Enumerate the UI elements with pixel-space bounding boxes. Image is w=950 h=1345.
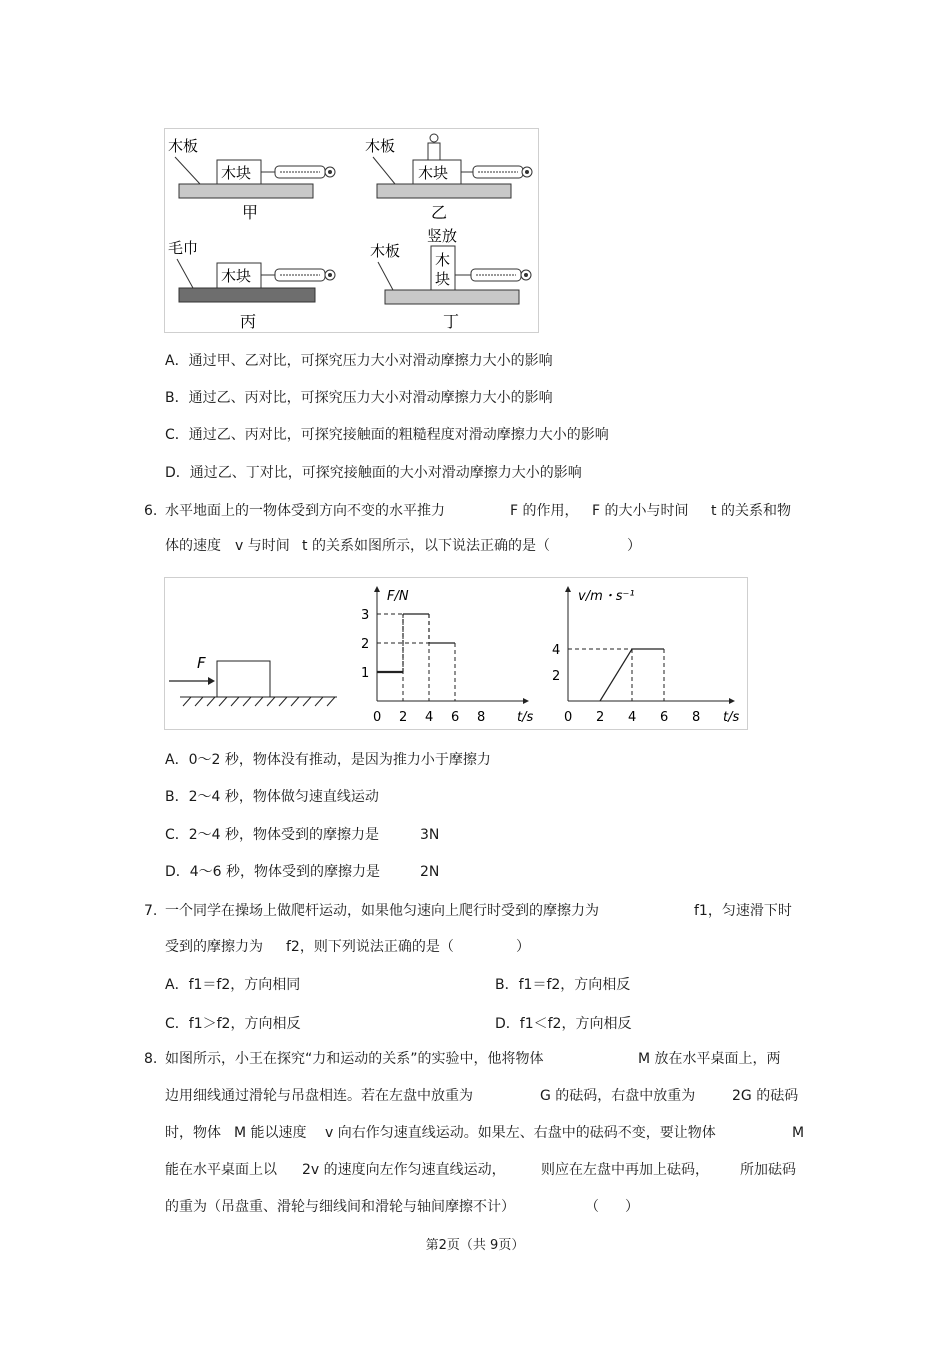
- q8-text-l1b: M 放在水平桌面上，两: [638, 1051, 781, 1067]
- x-tick-label: 0: [373, 710, 382, 725]
- leader-line: [177, 259, 193, 288]
- q8-text-l1a: 如图所示，小王在探究“力和运动的关系”的实验中，他将物体: [165, 1051, 544, 1067]
- block-label: 木块: [418, 164, 449, 182]
- q8-text-l4a: 能在水平桌面上以: [165, 1162, 277, 1178]
- q8-text-l3d: M: [792, 1125, 805, 1141]
- towel-surface: [179, 288, 315, 302]
- wooden-board: [179, 184, 313, 198]
- q6-text-l2a: 体的速度: [165, 538, 221, 554]
- x-tick-label: 8: [477, 710, 486, 725]
- y-axis-arrow-icon: [374, 586, 380, 592]
- q6-option-b: B．2～4 秒，物体做匀速直线运动: [165, 789, 379, 805]
- friction-experiment-figure: [164, 128, 539, 333]
- q8-text-l4d: 所加砝码: [740, 1162, 796, 1178]
- leader-line: [378, 262, 393, 290]
- force-time-chart: [361, 586, 533, 725]
- panel-caption: 甲: [242, 203, 259, 222]
- q6-text-l2d: ）: [627, 538, 641, 554]
- y-axis-label: F/N: [387, 589, 409, 604]
- surface-label: 毛巾: [168, 239, 199, 257]
- hatch-line: [243, 697, 251, 706]
- q6-text-l1b: F 的作用，: [510, 503, 579, 519]
- x-tick-label: 6: [660, 710, 669, 725]
- x-tick-label: 4: [628, 710, 637, 725]
- hatch-line: [303, 697, 311, 706]
- q7-option-d: D．f1＜f2，方向相反: [495, 1016, 632, 1032]
- y-tick-label: 4: [552, 643, 561, 658]
- hatch-line: [315, 697, 323, 706]
- q8-text-l5a: 的重为（吊盘重、滑轮与细线间和滑轮与轴间摩擦不计）: [165, 1199, 515, 1215]
- q8-text-l3b: M 能以速度: [234, 1125, 307, 1141]
- panel-yi: [365, 134, 532, 222]
- q7-number: 7.: [144, 903, 158, 919]
- q6-option-a: A．0～2 秒，物体没有推动，是因为推力小于摩擦力: [165, 752, 491, 768]
- q8-text-l5c: ）: [625, 1199, 639, 1215]
- y-tick-label: 2: [361, 637, 370, 652]
- hatch-line: [207, 697, 215, 706]
- q5-option-a: A．通过甲、乙对比，可探究压力大小对滑动摩擦力大小的影响: [165, 353, 553, 369]
- panel-caption: 乙: [431, 203, 448, 222]
- q7-text-l2b: f2，则下列说法正确的是（: [286, 939, 454, 955]
- q8-text-l5b: （: [585, 1199, 599, 1215]
- q6-option-c-value: 3N: [420, 827, 440, 843]
- hatch-line: [195, 697, 203, 706]
- page-footer: 第2页（共 9页）: [425, 1238, 525, 1253]
- q8-text-l2c: 2G 的砝码: [732, 1088, 799, 1104]
- x-tick-label: 2: [596, 710, 605, 725]
- q6-option-d: D．4～6 秒，物体受到的摩擦力是: [165, 864, 381, 880]
- q8-text-l3c: v 向右作匀速直线运动。如果左、右盘中的砝码不变，要让物体: [325, 1125, 716, 1141]
- leader-line: [175, 157, 200, 184]
- panel-jia: [168, 137, 335, 222]
- y-tick-label: 3: [361, 608, 370, 623]
- q7-text-l1b: f1，匀速滑下时: [694, 903, 792, 919]
- q8-text-l4c: 则应在左盘中再加上砝码，: [541, 1162, 709, 1178]
- hatch-line: [219, 697, 227, 706]
- q6-number: 6.: [144, 503, 158, 519]
- q5-option-b: B．通过乙、丙对比，可探究压力大小对滑动摩擦力大小的影响: [165, 390, 553, 406]
- q5-option-c: C．通过乙、丙对比，可探究接触面的粗糙程度对滑动摩擦力大小的影响: [165, 427, 609, 443]
- surface-label: 木板: [370, 242, 401, 260]
- q7-text-l1a: 一个同学在操场上做爬杆运动，如果他匀速向上爬行时受到的摩擦力为: [165, 903, 599, 919]
- x-tick-label: 8: [692, 710, 701, 725]
- motion-graphs-figure: [164, 577, 748, 730]
- spring-scale-icon: [455, 269, 531, 281]
- surface-label: 木板: [168, 137, 199, 155]
- force-label: F: [197, 654, 206, 672]
- ground-hatch: [183, 697, 335, 706]
- extra-label: 竖放: [427, 227, 458, 245]
- leader-line: [373, 157, 395, 184]
- q6-text-l2c: t 的关系如图所示，以下说法正确的是（: [302, 538, 550, 554]
- velocity-time-chart: [552, 586, 739, 725]
- q6-text-l1c: F 的大小与时间: [592, 503, 689, 519]
- q8-text-l3a: 时，物体: [165, 1125, 221, 1141]
- spring-scale-icon: [261, 269, 335, 281]
- object-box: [217, 661, 270, 697]
- x-axis-arrow-icon: [523, 698, 529, 704]
- hatch-line: [327, 697, 335, 706]
- q6-option-c: C．2～4 秒，物体受到的摩擦力是: [165, 827, 380, 843]
- panel-ding: [370, 227, 531, 331]
- wooden-board: [385, 290, 519, 304]
- block-label: 木块: [221, 267, 252, 285]
- data-segment: [600, 649, 632, 701]
- x-axis-arrow-icon: [729, 698, 735, 704]
- weight-icon: [428, 134, 440, 160]
- y-tick-label: 2: [552, 669, 561, 684]
- q8-text-l2a: 边用细线通过滑轮与吊盘相连。若在左盘中放重为: [165, 1088, 473, 1104]
- q6-text-l1a: 水平地面上的一物体受到方向不变的水平推力: [165, 503, 445, 519]
- friction-experiment-svg: [165, 129, 538, 332]
- x-axis-label: t/s: [723, 710, 740, 725]
- q5-option-d: D．通过乙、丁对比，可探究接触面的大小对滑动摩擦力大小的影响: [165, 465, 582, 481]
- y-axis-label: v/m・s⁻¹: [578, 589, 635, 604]
- panel-caption: 丁: [443, 312, 460, 331]
- panel-caption: 丙: [240, 312, 257, 331]
- q6-option-d-value: 2N: [420, 864, 440, 880]
- spring-scale-icon: [261, 166, 335, 178]
- spring-scale-icon: [461, 166, 532, 178]
- x-tick-label: 6: [451, 710, 460, 725]
- panel-bing: [168, 239, 335, 331]
- hatch-line: [231, 697, 239, 706]
- x-axis-label: t/s: [517, 710, 534, 725]
- hatch-line: [279, 697, 287, 706]
- wooden-board: [377, 184, 511, 198]
- q7-text-l2a: 受到的摩擦力为: [165, 939, 263, 955]
- q8-text-l2b: G 的砝码，右盘中放重为: [540, 1088, 696, 1104]
- q8-number: 8.: [144, 1051, 158, 1067]
- block-label-top: 木: [435, 251, 451, 269]
- x-tick-label: 0: [564, 710, 573, 725]
- q6-text-l2b: v 与时间: [235, 538, 290, 554]
- block-label: 木块: [221, 164, 252, 182]
- q8-text-l4b: 2v 的速度向左作匀速直线运动，: [302, 1162, 506, 1178]
- block-label-bottom: 块: [435, 270, 451, 288]
- hatch-line: [291, 697, 299, 706]
- q7-option-c: C．f1＞f2，方向相反: [165, 1016, 301, 1032]
- x-tick-label: 2: [399, 710, 408, 725]
- motion-graphs-svg: [165, 578, 747, 729]
- q7-option-a: A．f1＝f2，方向相同: [165, 977, 301, 993]
- x-tick-label: 4: [425, 710, 434, 725]
- y-tick-label: 1: [361, 666, 370, 681]
- y-axis-arrow-icon: [565, 586, 571, 592]
- q7-text-l2c: ）: [516, 939, 530, 955]
- hatch-line: [255, 697, 263, 706]
- hatch-line: [267, 697, 275, 706]
- q6-text-l1d: t 的关系和物: [711, 503, 791, 519]
- hatch-line: [183, 697, 191, 706]
- surface-label: 木板: [365, 137, 396, 155]
- arrow-head-icon: [208, 677, 215, 685]
- push-scene: [169, 654, 337, 706]
- q7-option-b: B．f1＝f2，方向相反: [495, 977, 631, 993]
